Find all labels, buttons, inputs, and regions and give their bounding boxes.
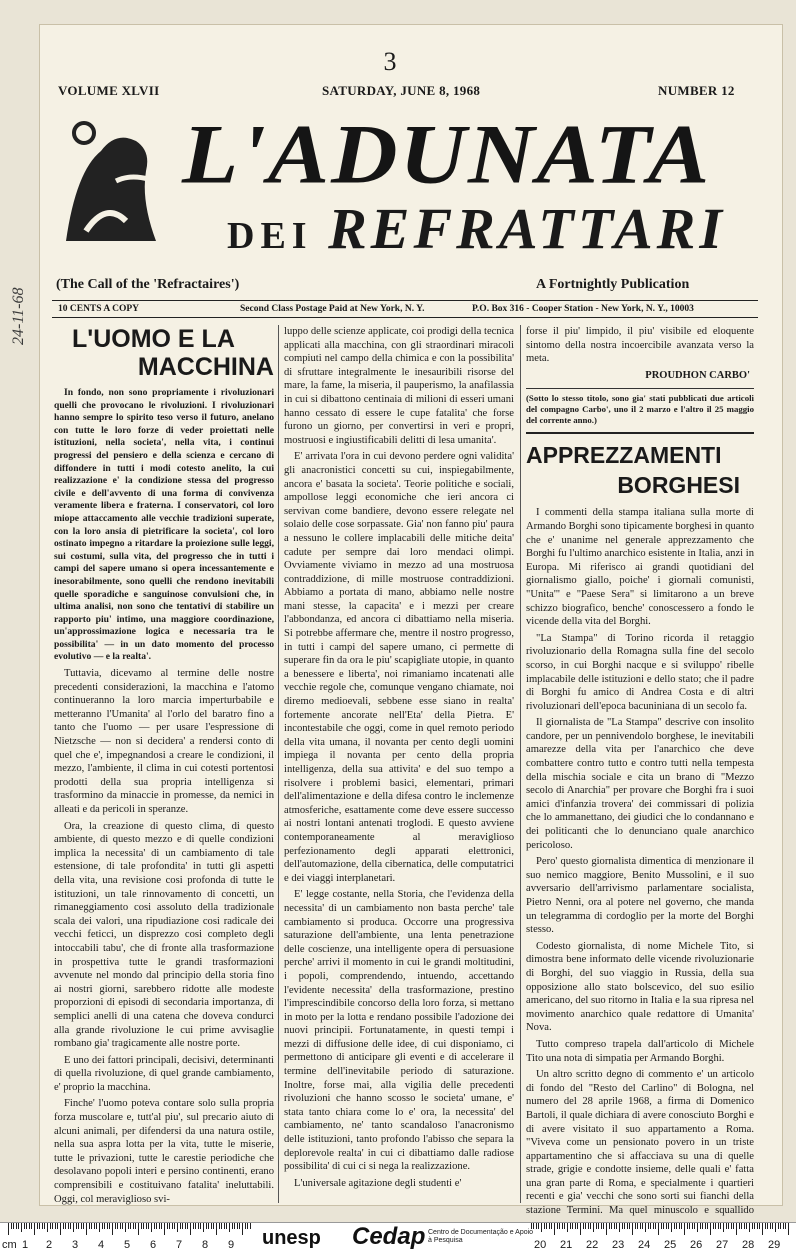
ruler-tick (629, 1223, 630, 1229)
ruler-number: 24 (638, 1239, 651, 1251)
ruler-tick (229, 1223, 230, 1232)
ruler-tick (778, 1223, 779, 1229)
article2-title-line1: APPREZZAMENTI (526, 442, 722, 469)
ruler-number: 5 (124, 1239, 131, 1251)
ruler-tick (78, 1223, 79, 1229)
ruler-tick (70, 1223, 71, 1229)
ruler-tick (221, 1223, 222, 1229)
ruler-tick (637, 1223, 638, 1229)
ruler-tick (94, 1223, 95, 1229)
ruler-tick (44, 1223, 45, 1229)
ruler-tick (42, 1223, 43, 1229)
ruler-tick (128, 1223, 129, 1229)
ruler-tick (692, 1223, 693, 1229)
ruler-tick (154, 1223, 155, 1229)
newspaper-page (40, 25, 782, 1217)
ruler-tick (770, 1223, 771, 1229)
ruler-tick (559, 1223, 560, 1229)
ruler-tick (707, 1223, 708, 1229)
ruler-tick (239, 1223, 240, 1229)
ruler-tick (47, 1223, 48, 1232)
ruler-tick (60, 1223, 61, 1235)
ruler-tick (736, 1223, 737, 1235)
ruler-number: 29 (768, 1239, 781, 1251)
ruler-tick (50, 1223, 51, 1229)
article1-title-line2: MACCHINA (137, 353, 274, 381)
divider-rule (526, 432, 754, 434)
ruler-tick (775, 1223, 776, 1232)
ruler-tick (762, 1223, 763, 1235)
ruler-tick (226, 1223, 227, 1229)
ruler-tick (148, 1223, 149, 1229)
ruler-tick (104, 1223, 105, 1229)
ruler-number: 2 (46, 1239, 53, 1251)
ruler-tick (200, 1223, 201, 1229)
ruler-tick (39, 1223, 40, 1229)
handwritten-date-annotation: 24-11-68 (10, 287, 27, 345)
ruler-tick (120, 1223, 121, 1229)
ruler-tick (185, 1223, 186, 1229)
ruler-tick (245, 1223, 246, 1229)
ruler-tick (681, 1223, 682, 1229)
ruler-tick (213, 1223, 214, 1229)
ruler-tick (138, 1223, 139, 1235)
cedap-logo: Cedap (352, 1223, 426, 1250)
ruler-tick (551, 1223, 552, 1229)
ruler-tick (247, 1223, 248, 1229)
ruler-number: 21 (560, 1239, 573, 1251)
ruler-tick (55, 1223, 56, 1229)
article1-paragraph: E' legge costante, nella Storia, che l'evidenza della necessita' di un cambiamento non basta perche' tale cambiamento si produca. Occorre una progressiva saturazione dell'ambiente, una lenta penetrazione delle coscienze, una intelligente opera di persuasione perche' arrivi il momento in cui le grandi moltitudini, i popoli, comprendendo, intuendo, accettando l'evidente necessita' della trasformazione, prestino l'imprescindibile concorso della loro forza, si mettano in moto per la lotta e rendano possibile l'adozione dei nuovi principii. Fortunatamente, in questi tempi i mezzi di diffusione delle idee, di cui disponiamo, ci permettono di anticipare gli eventi e di accelerare il termine dell'inevitabile periodo di saturazione. Inoltre, forse mai, alla vigilia delle precedenti rivoluzioni che hanno scosso le societa' umane, e' stata tanto chiara come lo e' ora, la necessita' del cambiamento, ne' tanto scandaloso l'anacronismo delle istituzioni, tanto profondo l'abisso che separa la deplorevole realta' in cui ci dibattiamo dalle radiose possibilita' di cui ci si nega la realizzazione. (284, 889, 514, 1173)
ruler-tick (598, 1223, 599, 1229)
ruler-tick (632, 1223, 633, 1235)
ruler-tick (609, 1223, 610, 1229)
ruler-tick (16, 1223, 17, 1229)
ruler-tick (538, 1223, 539, 1229)
article1-paragraph: E uno dei fattori principali, decisivi, determinanti di quella rivoluzione, di quel grande cambiamento, e' proprio la macchina. (54, 1054, 274, 1093)
article2-paragraph: "La Stampa" di Torino ricorda il retaggio rivoluzionario della Romagna sulla fine del secolo scorso, in cui Borghi nacque e si sviluppo' ribelle implacabile delle istituzioni e dello stato; che il padre di Borghi fu amico di Andrea Costa e di altri rivoluzionari dell'epoca bacuniniana di un secolo fa. (526, 632, 754, 712)
article1-paragraph: forse il piu' limpido, il piu' visibile ed eloquente sintomo della nostra incoercibile avanzata verso la meta. (526, 326, 754, 365)
ruler-tick (658, 1223, 659, 1235)
ruler-number: 23 (612, 1239, 625, 1251)
ruler-number: 20 (534, 1239, 547, 1251)
ruler-tick (715, 1223, 716, 1229)
ruler-tick (34, 1223, 35, 1235)
ruler-tick (57, 1223, 58, 1229)
ruler-tick (627, 1223, 628, 1229)
ruler-tick (206, 1223, 207, 1229)
cedap-caption: Centro de Documentação e Apoio à Pesquisa (428, 1229, 534, 1244)
ruler-tick (21, 1223, 22, 1232)
date-label: SATURDAY, JUNE 8, 1968 (322, 83, 481, 98)
ruler-tick (676, 1223, 677, 1229)
ruler-tick (169, 1223, 170, 1229)
article2-title-line2: BORGHESI (617, 472, 740, 499)
ruler-tick (125, 1223, 126, 1232)
article1-paragraph: E' arrivata l'ora in cui devono perdere ogni validita' gli anacronistici concetti su cui, inspiegabilmente, ancora e' basata la societa'. Teorie politiche e sociali, ampollose leggi economiche che ieri ancora ci servivan come bandiere, devono essere relegate nel solaio delle cose sorpassate. Gia' non fanno piu' paura a nessuno le collere implacabili delle mitiche deita' cadute per sempre dai loro mendaci olimpi. Ovviamente viviamo in mezzo ad una mostruosa contraddizione, di mille mostruose contraddizioni. Abbiamo a portata di mano, abbiamo nelle nostre mani stesse, la capacita' e i mezzi per creare l'abbondanza, ed ancora ci dibattiamo nella miseria. Si potrebbe affermare che, mentre il nostro progresso, in tutti i campi del sapere umano, ci permette di superare fin da ora le piu' scapigliate utopie, in quanto a benessere e liberta', noi rimaniamo incatenati alle vecchie regole che, comunque vengano chiamate, noi diremo medioevali, sebbene esse siano in realta' fortemente ancorate nell'Eta' della Pietra. E' incontestabile che oggi, come in quel remoto periodo della vita umana, il novanta per cento degli uomini impiega il novanta per cento della propria intelligenza, della sua attivita' e del suo tempo a risolvere i problemi basici, elementari, primari dell'alimentazione e della difesa contro le inclemenze atmosferiche, esattamente come deve essere successo ai nostri lontani antenati troglodi. E questo avviene contemporaneamente al meraviglioso perfezionamento degli apparati elettronici, dell'automazione, della cibernatica, delle computatrici e dei viaggi interplanetari. (284, 451, 514, 884)
ruler-tick (65, 1223, 66, 1229)
ruler-number: 26 (690, 1239, 703, 1251)
ruler-tick (603, 1223, 604, 1229)
ruler-tick (174, 1223, 175, 1229)
ruler-tick (562, 1223, 563, 1229)
tagline-right: A Fortnightly Publication (536, 277, 690, 292)
ruler-number: 6 (150, 1239, 157, 1251)
ruler-number: 4 (98, 1239, 105, 1251)
ruler-tick (593, 1223, 594, 1232)
article2-paragraph: I commenti della stampa italiana sulla morte di Armando Borghi sono tipicamente borghesi in quanto che e' unanime nel generale apprezzamento che Borghi fu l'ultimo anarchico esistente in Italia, anzi in Europa. Mi riferisco ai grandi quotidiani del giornalismo giallo, poiche' i giornali comunisti, "Unita'" e "Paese Sera" si limitarono a un breve schizzo biografico, benche' conoscessero a fondo le vicende della vita del Borghi. (526, 507, 754, 628)
ruler-tick (211, 1223, 212, 1229)
ruler-tick (107, 1223, 108, 1229)
column-1 (54, 325, 274, 1209)
mailing-address: P.O. Box 316 - Cooper Station - New York, N. Y., 10003 (472, 304, 694, 314)
article2-paragraph: Codesto giornalista, di nome Michele Tito, si dimostra bene informato delle vicende rivoluzionarie di Borghi, del suo viaggio in Russia, della sua opposizione allo stato bolscevico, del suo esilio americano, del suo ritorno in Italia e la sua ripresa nel movimento anarchico quale redattore di Umanita' Nova. (526, 940, 754, 1034)
ruler-tick (96, 1223, 97, 1229)
ruler-tick (705, 1223, 706, 1229)
ruler-tick (757, 1223, 758, 1229)
ruler-tick (198, 1223, 199, 1229)
ruler-tick (24, 1223, 25, 1229)
ruler-tick (710, 1223, 711, 1235)
volume-label: VOLUME XLVII (58, 83, 160, 98)
ruler-tick (611, 1223, 612, 1229)
article1-title-line1: L'UOMO E LA (72, 325, 235, 353)
ruler-tick (655, 1223, 656, 1229)
ruler-tick (718, 1223, 719, 1229)
ruler-tick (588, 1223, 589, 1229)
ruler-tick (180, 1223, 181, 1229)
ruler-tick (697, 1223, 698, 1232)
ruler-tick (8, 1223, 9, 1235)
number-label: NUMBER 12 (658, 83, 735, 98)
ruler-tick (590, 1223, 591, 1229)
ruler-tick (785, 1223, 786, 1229)
ruler-tick (689, 1223, 690, 1229)
ruler-tick (99, 1223, 100, 1232)
ruler-tick (671, 1223, 672, 1232)
ruler-tick (541, 1223, 542, 1232)
ruler-tick (18, 1223, 19, 1229)
ruler-tick (661, 1223, 662, 1229)
ruler-tick (52, 1223, 53, 1229)
ruler-tick (31, 1223, 32, 1229)
ruler-tick (224, 1223, 225, 1229)
publication-info-bar (52, 300, 758, 318)
ruler-tick (557, 1223, 558, 1229)
ruler-tick (133, 1223, 134, 1229)
article1-paragraph: L'universale agitazione degli studenti e' (294, 1177, 462, 1189)
ruler-tick (164, 1223, 165, 1235)
ruler-tick (580, 1223, 581, 1235)
article1-signature: PROUDHON CARBO' (645, 369, 750, 381)
ruler-tick (146, 1223, 147, 1229)
ruler-tick (549, 1223, 550, 1229)
ruler-number: 22 (586, 1239, 599, 1251)
ruler-tick (234, 1223, 235, 1229)
ruler-tick (596, 1223, 597, 1229)
ruler-tick (577, 1223, 578, 1229)
ruler-tick (700, 1223, 701, 1229)
ruler-tick (141, 1223, 142, 1229)
ruler-tick (122, 1223, 123, 1229)
ruler-tick (177, 1223, 178, 1232)
ruler-tick (726, 1223, 727, 1229)
ruler-tick (575, 1223, 576, 1229)
masthead-title: L'ADUNATA (182, 106, 712, 201)
ruler-tick (203, 1223, 204, 1232)
ruler-tick (780, 1223, 781, 1229)
ruler-tick (752, 1223, 753, 1229)
ruler-tick (783, 1223, 784, 1229)
ruler-tick (151, 1223, 152, 1232)
ruler-tick (182, 1223, 183, 1229)
ruler-number: 3 (72, 1239, 79, 1251)
ruler-tick (606, 1223, 607, 1235)
postage-notice: Second Class Postage Paid at New York, N. Y. (240, 304, 425, 314)
ruler-tick (759, 1223, 760, 1229)
column-divider (278, 325, 279, 1203)
ruler-tick (668, 1223, 669, 1229)
price: 10 CENTS A COPY (58, 304, 140, 314)
tagline-left: (The Call of the 'Refractaires') (56, 277, 240, 292)
ruler-tick (564, 1223, 565, 1229)
column-3 (526, 325, 754, 1234)
ruler-tick (679, 1223, 680, 1229)
ruler-tick (650, 1223, 651, 1229)
ruler-tick (616, 1223, 617, 1229)
ruler-tick (29, 1223, 30, 1229)
ruler-tick (744, 1223, 745, 1229)
ruler-tick (172, 1223, 173, 1229)
ruler-tick (622, 1223, 623, 1229)
ruler-tick (666, 1223, 667, 1229)
ruler-tick (135, 1223, 136, 1229)
ruler-tick (76, 1223, 77, 1229)
ruler-tick (167, 1223, 168, 1229)
ruler-tick (91, 1223, 92, 1229)
article1-intro: In fondo, non sono propriamente i rivoluzionari quelli che provocano le rivoluzioni. I rivoluzionari hanno sempre lo spirito teso verso il futuro, anelano con tutte le loro forze di veder proiettati nelle istituzioni, nella societa', nella vita, i continui progressi del pensiero e della scienza e cercano di diffondere in tutti i modi cotesto anelito, la cui realizzazione e' la condizione stessa del progresso civile e dell'avvento di una forma di convivenza veramente libera e fraterna. I conservatori, col loro miope attaccamento alle vecchie tradizioni superate, con la loro ansia di pietrificare la societa', col loro ostinato impegno a ritardare la proiezione sulle leggi, sui costumi, sulla vita, del progresso che in tutti i campi del sapere umano si opera incessantemente e inesorabilmente, sono quelli che rendono inevitabili quelle sporadiche e sanguinose convulsioni che, in ultima analisi, non sono che tentativi di stabilire un rapporto piu' intimo, una maggiore coordinazione, un'approssimazione logica e necessaria tra le possibilita' — in un dato momento del processo evolutivo — e la realta'. (54, 387, 274, 663)
masthead-figure-illustration (56, 111, 176, 251)
ruler-tick (765, 1223, 766, 1229)
ruler-tick (156, 1223, 157, 1229)
ruler-tick (731, 1223, 732, 1229)
ruler-tick (232, 1223, 233, 1229)
ruler-tick (195, 1223, 196, 1229)
ruler-tick (645, 1223, 646, 1232)
ruler-tick (89, 1223, 90, 1229)
column-divider (520, 325, 521, 1203)
ruler-tick (81, 1223, 82, 1229)
ruler-tick (242, 1223, 243, 1235)
ruler-tick (109, 1223, 110, 1229)
ruler-tick (720, 1223, 721, 1229)
ruler-tick (190, 1223, 191, 1235)
page-number: 3 (383, 47, 397, 76)
ruler-tick (601, 1223, 602, 1229)
ruler-tick (112, 1223, 113, 1235)
ruler-tick (684, 1223, 685, 1235)
unesp-logo: unesp (262, 1227, 321, 1249)
ruler-tick (653, 1223, 654, 1229)
ruler-tick (583, 1223, 584, 1229)
ruler-tick (567, 1223, 568, 1232)
ruler-tick (619, 1223, 620, 1232)
article1-paragraph: Finche' l'uomo poteva contare solo sulla propria forza muscolare e, tutt'al piu', sul precario aiuto di alcuni animali, per difendersi da una natura ostile, nella sua aspra lotta per la vita, tutte le miserie, tutte le privazioni, tutte le carestie periodiche che desolavano popoli interi e persino continenti, erano comprensibili e costituivano fatalita' ineluttabili. Oggi, col meraviglioso svi- (54, 1098, 274, 1205)
ruler-tick (250, 1223, 251, 1229)
ruler-tick (640, 1223, 641, 1229)
ruler-tick (26, 1223, 27, 1229)
ruler-number: 8 (202, 1239, 209, 1251)
ruler-tick (208, 1223, 209, 1229)
ruler-tick (741, 1223, 742, 1229)
article2-paragraph: Pero' questo giornalista dimentica di menzionare il suo nemico maggiore, Benito Mussolini, e il suo avversario dell'arrivismo parlamentare socialista, Pietro Nenni, ora al potere nel governo, che manda un telegramma di cordoglio per la morte del Borghi stesso. (526, 856, 754, 936)
ruler-number: 25 (664, 1239, 677, 1251)
ruler-tick (572, 1223, 573, 1229)
ruler-tick (546, 1223, 547, 1229)
ruler-number: 7 (176, 1239, 183, 1251)
ruler-tick (570, 1223, 571, 1229)
ruler-tick (585, 1223, 586, 1229)
ruler-tick (115, 1223, 116, 1229)
ruler-tick (102, 1223, 103, 1229)
ruler-tick (749, 1223, 750, 1232)
ruler-tick (663, 1223, 664, 1229)
ruler-tick (624, 1223, 625, 1229)
ruler-tick (37, 1223, 38, 1229)
ruler-number: 1 (22, 1239, 29, 1251)
ruler-tick (728, 1223, 729, 1229)
article1-paragraph: Tuttavia, dicevamo al termine delle nostre precedenti considerazioni, la macchina e l'atomo continueranno la loro marcia imperturbabile e metteranno l'Umanita' al l'orlo del baratro fino a tanto che l'uomo — per usare l'espressione di Nietzsche — non si decidera' a rendersi conto di quel che e', impegnandosi a creare le condizioni, il mezzo, l'ambiente, il clima in cui cotesti portentosi prodotti della sua propria intelligenza si trasformino da minaccie in promesse, da nemici in alleati e da pericoli in speranze. (54, 668, 274, 815)
article2-paragraph: Tutto compreso trapela dall'articolo di Michele Tito una nota di simpatia per Armando Borghi. (526, 1038, 754, 1064)
ruler-tick (130, 1223, 131, 1229)
ruler-tick (723, 1223, 724, 1232)
ruler-tick (159, 1223, 160, 1229)
ruler-tick (68, 1223, 69, 1229)
ruler-tick (694, 1223, 695, 1229)
ruler-number: 27 (716, 1239, 729, 1251)
ruler-tick (746, 1223, 747, 1229)
masthead-sub-small: DEI (227, 215, 313, 257)
measurement-ruler (0, 1222, 796, 1254)
article1-note: (Sotto lo stesso titolo, sono gia' stati pubblicati due articoli del compagno Carbo', uno il 2 marzo e l'altro il 25 maggio del corrente anno.) (526, 388, 754, 426)
ruler-tick (648, 1223, 649, 1229)
ruler-tick (73, 1223, 74, 1232)
ruler-tick (554, 1223, 555, 1235)
ruler-tick (739, 1223, 740, 1229)
ruler-tick (143, 1223, 144, 1229)
ruler-tick (767, 1223, 768, 1229)
ruler-tick (161, 1223, 162, 1229)
ruler-number: 9 (228, 1239, 235, 1251)
ruler-tick (237, 1223, 238, 1229)
ruler-tick (216, 1223, 217, 1235)
ruler-tick (614, 1223, 615, 1229)
ruler-tick (733, 1223, 734, 1229)
article1-paragraph: Ora, la creazione di questo clima, di questo ambiente, di questo mezzo e di quelle condizioni implica la necessita' di un cambiamento di tale estensione, di tale profondita' in tutti gli aspetti della vita, una revisione cosi profonda di tutte le istituzioni, un tale rinnovamento di concetti, un rimaneggiamento cosi assoluto della tradizionale scala dei valori, una ripudiazione cosi radicale dei vecchi feticci, un disprezzo cosi completo degli intoccabili tabu', che di fronte alla trasformazione in prospettiva tutte le grandi trasformazioni avvenute nel mondo dal principio della storia fino ai nostri giorni, sarebbero ridotte alle modeste proporzioni di episodi di secondaria importanza, di semplici anelli di una catena che doveva condurci alla grande rivoluzione le cui prime avvisaglie rombano gia' tragicamente alle nostre porte. (54, 820, 274, 1050)
ruler-tick (544, 1223, 545, 1229)
ruler-tick (193, 1223, 194, 1229)
ruler-tick (713, 1223, 714, 1229)
column-2 (284, 325, 514, 1193)
ruler-tick (674, 1223, 675, 1229)
article2-paragraph: Il giornalista de "La Stampa" descrive con insolito candore, per un pennivendolo borghese, le inevitabili amarezze della vita per l'anarchico che deve combattere contro tutto e contro tutti nella tempesta della mischia sociale e cita un brano di "Mezzo secolo di Anarchia" per provare che Borghi fra i suoi amici d'infanzia trovera' dei commissari di polizia che lo ammanettano, dei giudici che lo condannano e dei politicanti che lo denunciano quale anarchico pericoloso. (526, 717, 754, 851)
ruler-tick (11, 1223, 12, 1229)
ruler-tick (702, 1223, 703, 1229)
article1-paragraph: luppo delle scienze applicate, coi prodigi della tecnica applicati alla macchina, con gli straordinari miracoli compiuti nel campo della chimica e con la possibilita' di sfruttare integralmente le inesauribili risorse del mare, la fame, la miseria, il pauperismo, la anafilassia in cui si dibattono centinaia di milioni di esseri umani hanno cessato di essere le cupe fatalita' che forse furono un giorno, per convertirsi in veri e propri, mostruosi e ingiustificabili delitti di lesa umanita'. (284, 326, 514, 446)
ruler-tick (187, 1223, 188, 1229)
ruler-tick (219, 1223, 220, 1229)
ruler-tick (117, 1223, 118, 1229)
masthead-subtitle (227, 195, 726, 262)
ruler-tick (772, 1223, 773, 1229)
ruler-tick (63, 1223, 64, 1229)
ruler-tick (13, 1223, 14, 1229)
ruler-tick (754, 1223, 755, 1229)
ruler-tick (83, 1223, 84, 1229)
article2-paragraph: Un altro scritto degno di commento e' un articolo di fondo del "Resto del Carlino" di Bologna, nel numero del 28 aprile 1968, a firma di Domenico Bartoli, il quale dichiara di avere conosciuto Borghi e di avere visitato il suo appartamento a Roma. "Viveva come un pensionato povero in un triste appartamentino che si affacciava su una di quelle strade, grigie e condotte insieme, delle quali e' fatta una gran parte di Roma, e specialmente i quartieri recenti e gia' vecchi che sono sorti sui fianchi della stazione Termini. Ma quel minuscolo e squallido (526, 1069, 754, 1217)
ruler-unit: cm (2, 1239, 17, 1251)
masthead-sub-big: REFRATTARI (328, 196, 726, 261)
ruler-number: 28 (742, 1239, 755, 1251)
ruler-tick (642, 1223, 643, 1229)
masthead (52, 103, 752, 281)
ruler-tick (687, 1223, 688, 1229)
ruler-tick (86, 1223, 87, 1235)
ruler-tick (788, 1223, 789, 1235)
ruler-tick (635, 1223, 636, 1229)
